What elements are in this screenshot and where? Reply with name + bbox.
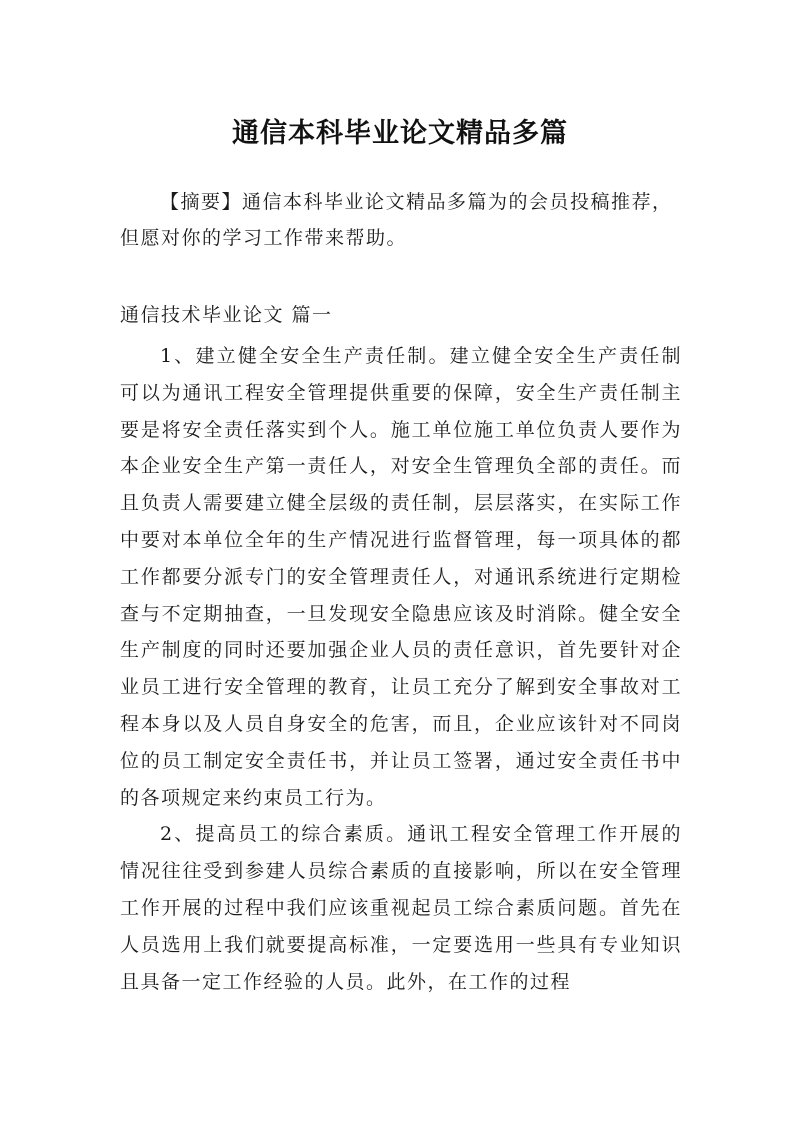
abstract-indent [120,191,160,213]
body-paragraph-1: 1、建立健全安全生产责任制。建立健全安全生产责任制可以为通讯工程安全管理提供重要的保障，安全生产责任制主要是将安全责任落实到个人。施工单位施工单位负责人要作为本企业安全生产第一责任人，对安全生管理负全部的责任。而且负责人需要建立健全层级的责任制，层层落实，在实际工作中要对本单位全年的生产情况进行监督管理，每一项具体的都工作都要分派专门的安全管理责任人，对通讯系统进行定期检查与不定期抽查，一旦发现安全隐患应该及时消除。健全安全生产制度的同时还要加强企业人员的责任意识，首先要针对企业员工进行安全管理的教育，让员工充分了解到安全事故对工程本身以及人员自身安全的危害，而且，企业应该针对不同岗位的员工制定安全责任书，并让员工签署，通过安全责任书中的各项规定来约束员工行为。 [120,345,682,809]
abstract-paragraph [120,184,682,256]
body-paragraph-2: 2、提高员工的综合素质。通讯工程安全管理工作开展的情况往往受到参建人员综合素质的直接影响，所以在安全管理工作开展的过程中我们应该重视起员工综合素质问题。首先在人员选用上我们就要提高标准，一定要选用一些具有专业知识且具备一定工作经验的人员。此外，在工作的过程 [120,823,682,993]
abstract-text: 【摘要】通信本科毕业论文精品多篇为的会员投稿推荐，但愿对你的学习工作带来帮助。 [120,191,673,249]
document-title: 通信本科毕业论文精品多篇 [232,118,568,150]
section-heading: 通信技术毕业论文 篇一 [120,304,333,326]
body-text [120,338,682,1000]
